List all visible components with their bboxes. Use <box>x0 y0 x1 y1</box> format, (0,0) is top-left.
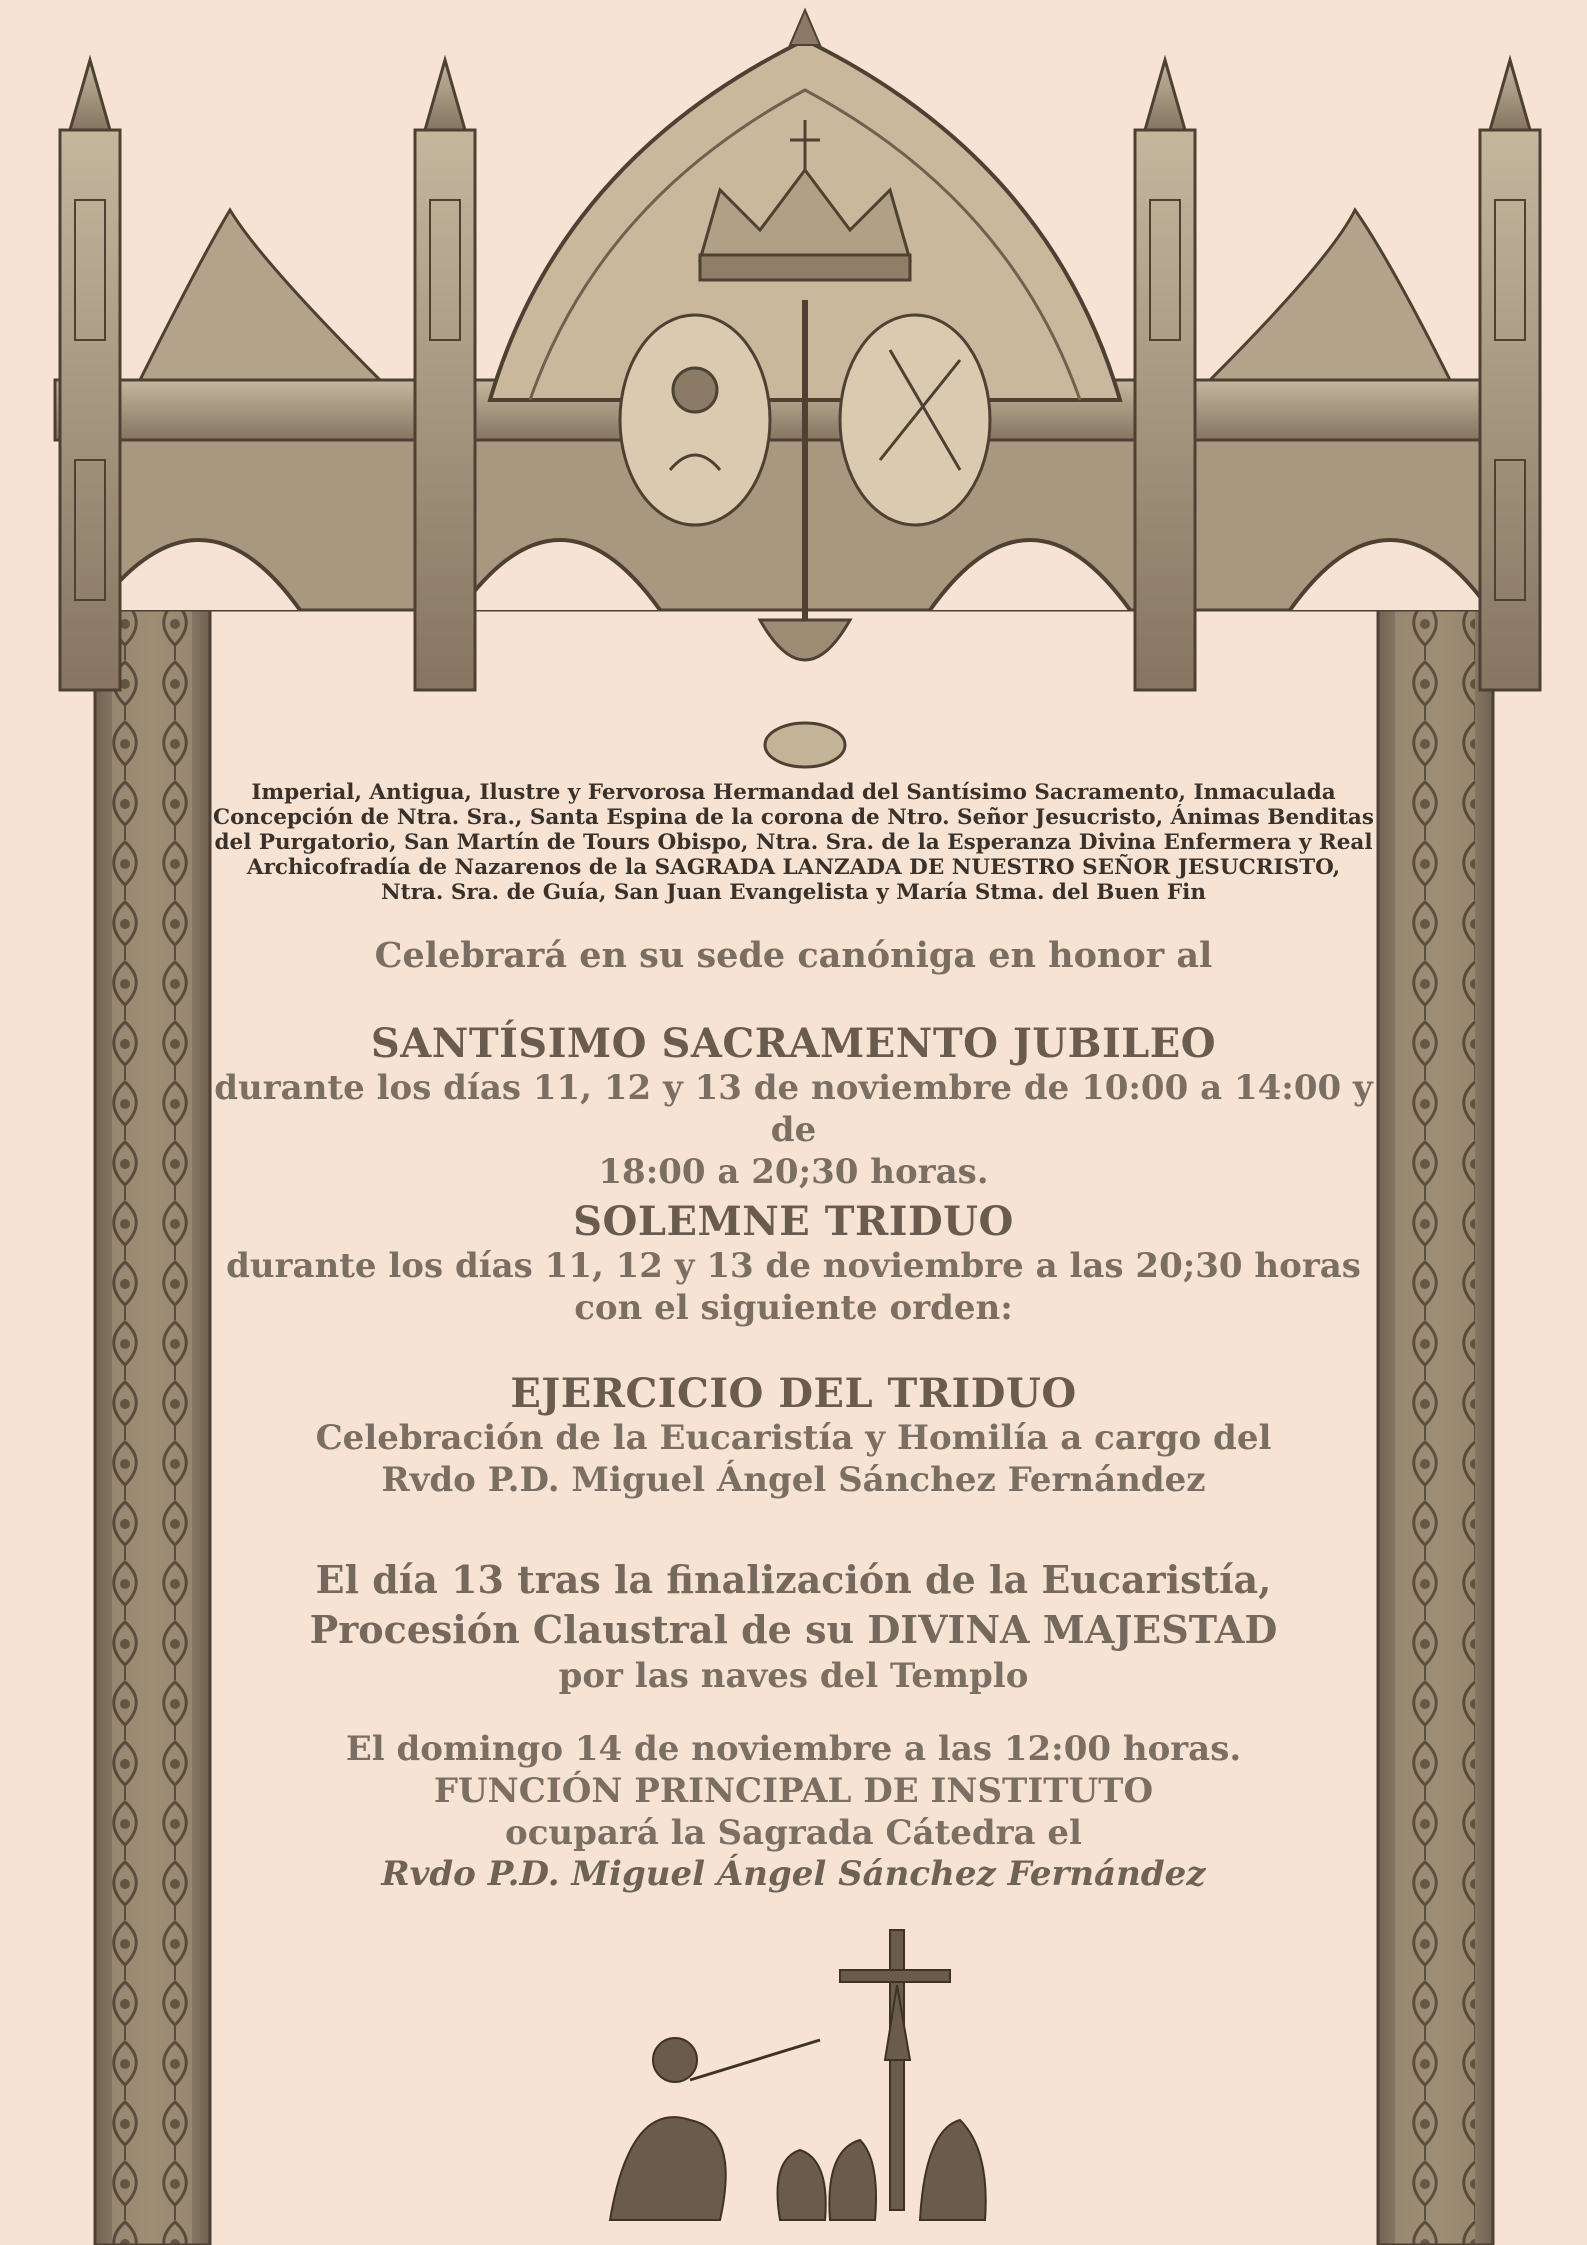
brotherhood-line-4: Archicofradía de Nazarenos de la SAGRADA LANZADA DE NUESTRO SEÑOR JESUCRISTO, <box>246 855 1341 880</box>
jubileo-line-1: durante los días 11, 12 y 13 de noviembre de 10:00 a 14:00 y de <box>214 1068 1373 1150</box>
procesion-line-2: Procesión Claustral de su DIVINA MAJESTAD <box>309 1607 1278 1652</box>
brotherhood-line-5: Ntra. Sra. de Guía, San Juan Evangelista y María Stma. del Buen Fin <box>381 880 1206 905</box>
ejercicio-line-2: Rvdo P.D. Miguel Ángel Sánchez Fernández <box>381 1460 1206 1500</box>
ejercicio-title: EJERCICIO DEL TRIDUO <box>510 1370 1077 1417</box>
funcion-section <box>200 1728 1387 1894</box>
funcion-line-2: FUNCIÓN PRINCIPAL DE INSTITUTO <box>433 1771 1154 1811</box>
jubileo-line-2: 18:00 a 20;30 horas. <box>598 1152 989 1192</box>
funcion-line-1: El domingo 14 de noviembre a las 12:00 horas. <box>345 1729 1242 1769</box>
brotherhood-line-1: Imperial, Antigua, Ilustre y Fervorosa Hermandad del Santísimo Sacramento, Inmaculada <box>251 780 1336 805</box>
crucifixion-scene-illustration <box>590 1920 1010 2230</box>
funcion-line-4: Rvdo P.D. Miguel Ángel Sánchez Fernández <box>381 1854 1206 1894</box>
funcion-line-3: ocupará la Sagrada Cátedra el <box>505 1813 1082 1853</box>
intro-text: Celebrará en su sede canóniga en honor al <box>374 935 1213 976</box>
brotherhood-line-3: del Purgatorio, San Martín de Tours Obispo, Ntra. Sra. de la Esperanza Divina Enfermera y Real <box>214 830 1373 855</box>
ejercicio-section <box>200 1370 1387 1501</box>
procesion-line-1: El día 13 tras la finalización de la Eucaristía, <box>315 1557 1272 1602</box>
triduo-line-2: con el siguiente orden: <box>574 1288 1013 1328</box>
procesion-line-3: por las naves del Templo <box>558 1656 1029 1696</box>
triduo-section <box>200 1198 1387 1329</box>
ejercicio-line-1: Celebración de la Eucaristía y Homilía a cargo del <box>315 1418 1272 1458</box>
jubileo-title: SANTÍSIMO SACRAMENTO JUBILEO <box>370 1020 1217 1067</box>
procesion-section <box>200 1555 1387 1697</box>
brotherhood-line-2: Concepción de Ntra. Sra., Santa Espina de la corona de Ntro. Señor Jesucristo, Ánimas Benditas <box>213 805 1374 830</box>
triduo-line-1: durante los días 11, 12 y 13 de noviembre a las 20;30 horas <box>226 1246 1361 1286</box>
triduo-title: SOLEMNE TRIDUO <box>573 1198 1014 1245</box>
brotherhood-name <box>200 780 1387 905</box>
jubileo-section <box>200 1020 1387 1193</box>
